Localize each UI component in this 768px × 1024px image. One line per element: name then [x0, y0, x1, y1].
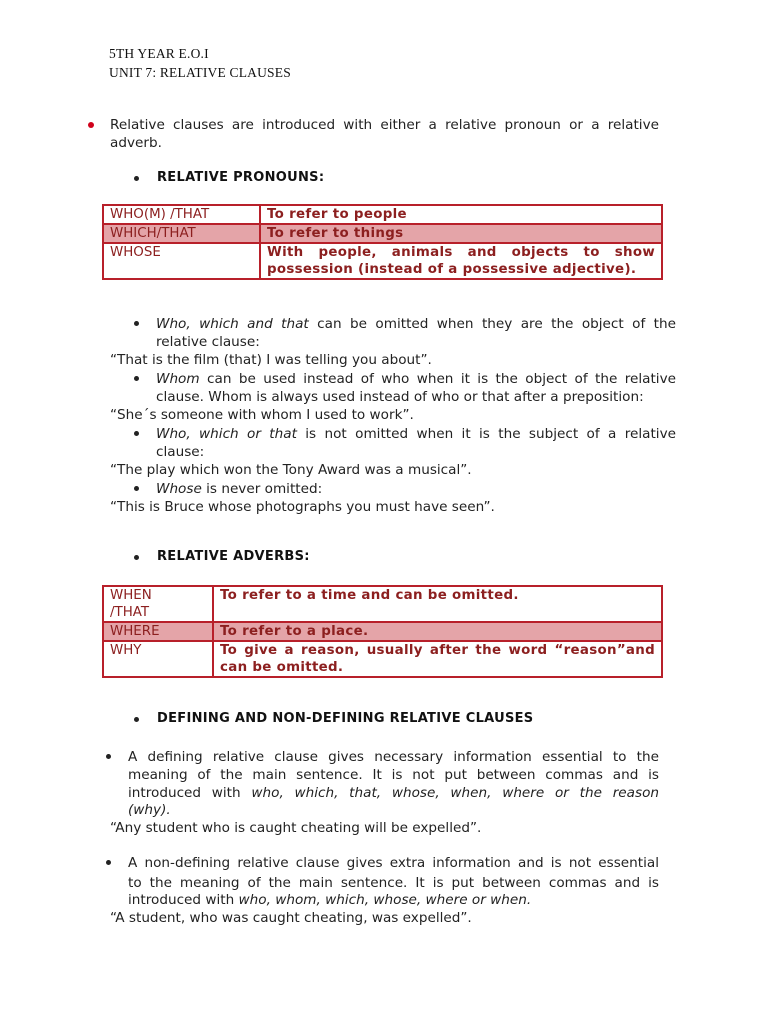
bullet-icon: [106, 754, 111, 759]
non-defining-line-2: to the meaning of the main sentence. It is put between commas and is: [128, 875, 659, 891]
meaning-line-1: With people, animals and objects to show: [267, 245, 655, 260]
defining-heading: DEFINING AND NON-DEFINING RELATIVE CLAUSES: [157, 711, 534, 726]
meaning-cell: To refer to a time and can be omitted.: [213, 586, 662, 622]
non-defining-line-3: introduced with who, whom, which, whose, where or when.: [128, 892, 532, 908]
note-1-example: “That is the film (that) I was telling you about”.: [110, 352, 432, 368]
meaning-cell: To refer to people: [260, 205, 662, 224]
non-defining-line-1: A non-defining relative clause gives extra information and is not essential: [128, 855, 659, 871]
meaning-line-2: possession (instead of a possessive adjective).: [267, 262, 637, 277]
bullet-icon: [134, 376, 139, 381]
term-cell: WHY: [103, 641, 213, 677]
term-cell: WHERE: [103, 622, 213, 641]
defining-line-2: meaning of the main sentence. It is not put between commas and is: [128, 767, 659, 783]
term-cell: WHEN /THAT: [103, 586, 213, 622]
bullet-icon: [134, 717, 139, 722]
note-2-line-1: Whom can be used instead of who when it is the object of the relative: [156, 371, 676, 387]
bullet-icon: [134, 555, 139, 560]
meaning-line-1: To give a reason, usually after the word “reason”and: [220, 643, 655, 658]
table-row: [103, 243, 662, 279]
defining-line-4: (why).: [128, 802, 171, 818]
term-cell: WHO(M) /THAT: [103, 205, 260, 224]
bullet-icon: [134, 431, 139, 436]
note-2-example: “She´s someone with whom I used to work”.: [110, 407, 414, 423]
relative-adverbs-heading: RELATIVE ADVERBS:: [157, 549, 310, 564]
note-4-example: “This is Bruce whose photographs you must have seen”.: [110, 499, 495, 515]
red-bullet-icon: [88, 122, 94, 128]
non-defining-example: “A student, who was caught cheating, was expelled”.: [110, 910, 472, 926]
defining-line-3: introduced with who, which, that, whose, when, where or the reason: [128, 785, 660, 801]
note-2-line-2: clause. Whom is always used instead of who or that after a preposition:: [156, 389, 644, 405]
defining-line-1: A defining relative clause gives necessary information essential to the: [128, 749, 659, 765]
intro-line-2: adverb.: [110, 135, 162, 151]
term-cell: WHOSE: [103, 243, 260, 279]
meaning-cell: To refer to a place.: [213, 622, 662, 641]
note-1-line-1: Who, which and that can be omitted when they are the object of the: [156, 316, 676, 332]
bullet-icon: [134, 321, 139, 326]
bullet-icon: [134, 486, 139, 491]
unit-title: UNIT 7: RELATIVE CLAUSES: [109, 65, 291, 80]
document-header: [109, 44, 291, 82]
meaning-line-2: can be omitted.: [220, 660, 344, 675]
meaning-cell: [260, 243, 662, 279]
year-line: 5TH YEAR E.O.I: [109, 46, 209, 61]
bullet-icon: [106, 860, 111, 865]
table-row: [103, 641, 662, 677]
meaning-cell: To refer to things: [260, 224, 662, 243]
table-row: [103, 622, 662, 641]
bullet-icon: [134, 176, 139, 181]
intro-line-1: Relative clauses are introduced with either a relative pronoun or a relative: [110, 117, 659, 133]
note-3-line-1: Who, which or that is not omitted when it is the subject of a relative: [156, 426, 676, 442]
defining-example: “Any student who is caught cheating will be expelled”.: [110, 820, 482, 836]
relative-pronouns-heading: RELATIVE PRONOUNS:: [157, 170, 325, 185]
relative-adverbs-table: [102, 585, 663, 678]
note-4-line-1: Whose is never omitted:: [156, 481, 323, 497]
relative-pronouns-table: [102, 204, 663, 280]
term-cell: WHICH/THAT: [103, 224, 260, 243]
note-1-line-2: relative clause:: [156, 334, 260, 350]
meaning-cell: [213, 641, 662, 677]
note-3-line-2: clause:: [156, 444, 205, 460]
table-row: [103, 224, 662, 243]
table-row: [103, 205, 662, 224]
note-3-example: “The play which won the Tony Award was a musical”.: [110, 462, 472, 478]
table-row: [103, 586, 662, 622]
